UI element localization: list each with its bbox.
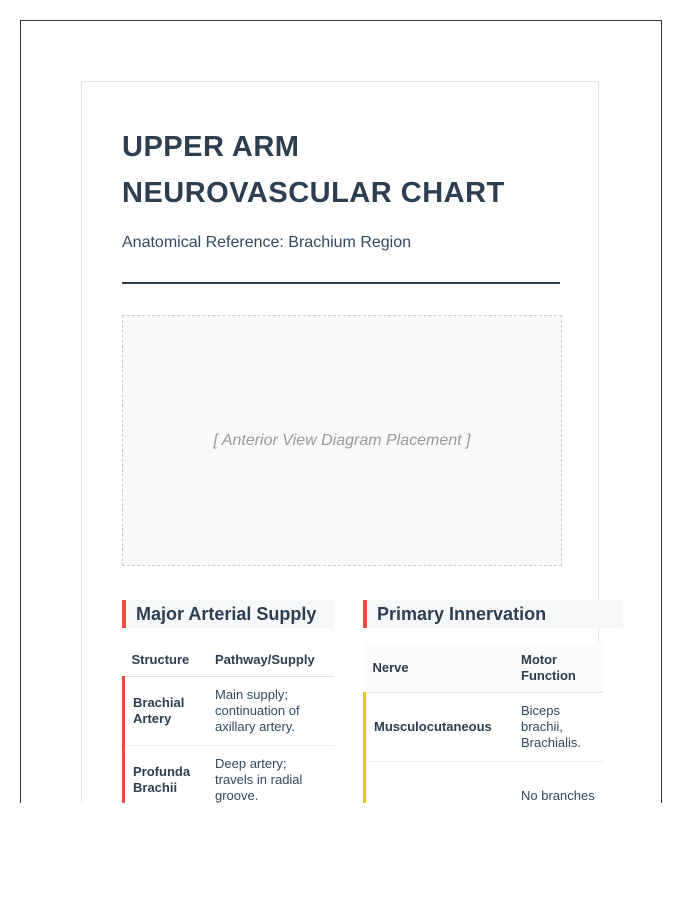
table-row xyxy=(365,693,604,762)
function-cell: Biceps brachii, Brachialis. xyxy=(513,693,603,762)
pathway-cell: Deep artery; travels in radial groove. xyxy=(207,746,334,804)
structure-cell: Brachial Artery xyxy=(124,677,208,746)
diagram-placeholder-label: [ Anterior View Diagram Placement ] xyxy=(213,431,471,449)
pathway-cell: Main supply; continuation of axillary artery. xyxy=(207,677,334,746)
table-row xyxy=(365,762,604,804)
nerve-cell xyxy=(365,762,514,804)
arterial-table xyxy=(122,643,334,803)
nerve-cell: Musculocutaneous xyxy=(365,693,514,762)
arterial-section-heading: Major Arterial Supply xyxy=(122,600,334,628)
diagram-placeholder xyxy=(122,315,562,566)
column-header-structure: Structure xyxy=(124,643,208,677)
table-row xyxy=(124,677,335,746)
column-header-nerve: Nerve xyxy=(365,643,514,693)
table-header-row xyxy=(365,643,604,693)
structure-cell: Profunda Brachii xyxy=(124,746,208,804)
chart-sheet xyxy=(81,81,599,803)
innervation-section-heading: Primary Innervation xyxy=(363,600,623,628)
table-row xyxy=(124,746,335,804)
column-header-motor-function: Motor Function xyxy=(513,643,603,693)
page-title: UPPER ARM NEUROVASCULAR CHART xyxy=(122,131,505,209)
innervation-table xyxy=(363,643,603,803)
table-header-row xyxy=(124,643,335,677)
page-subtitle: Anatomical Reference: Brachium Region xyxy=(122,234,412,251)
page-frame xyxy=(20,20,662,803)
function-cell: No branches xyxy=(513,762,603,804)
column-header-pathway: Pathway/Supply xyxy=(207,643,334,677)
title-divider xyxy=(122,282,560,284)
